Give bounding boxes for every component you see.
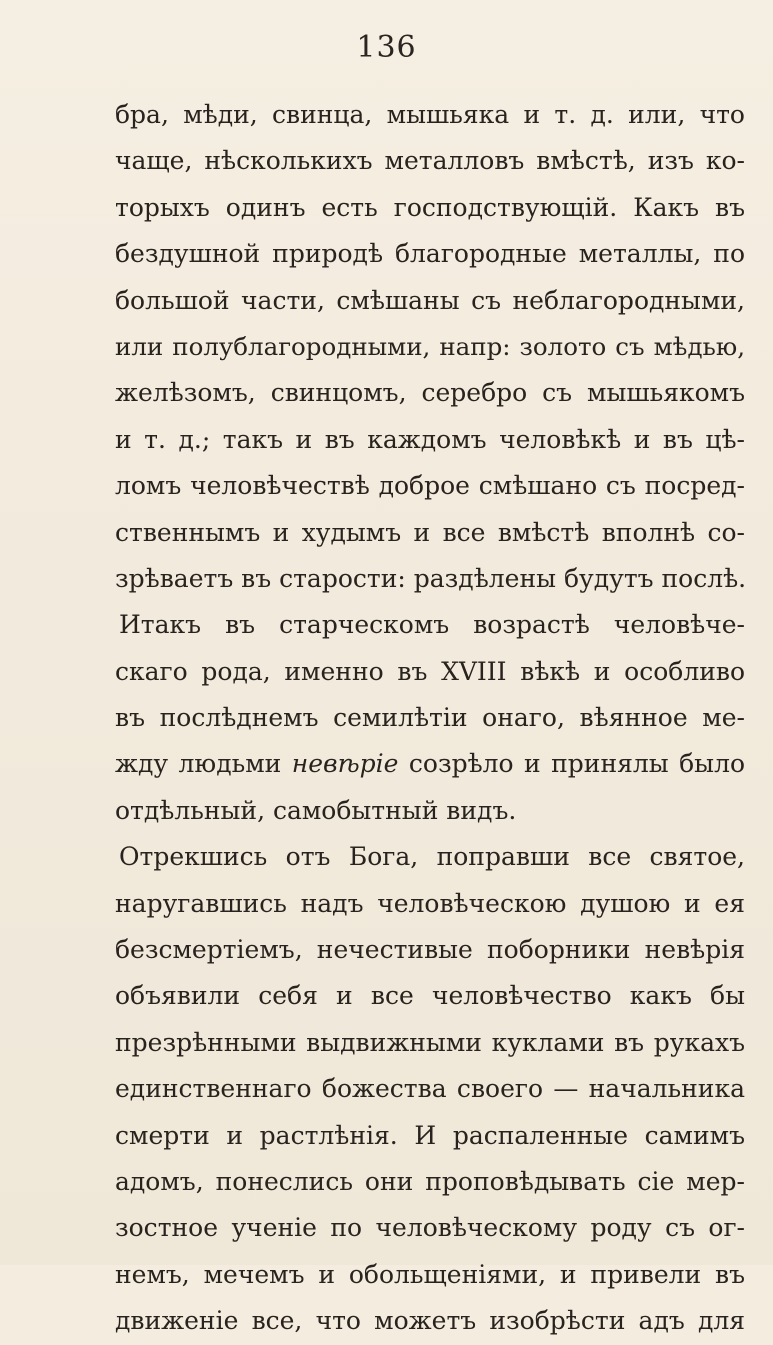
text-line-11: зрѣваетъ въ старости: раздѣлены будутъ послѣ. [115,563,747,593]
text-line-15-start: жду людьми [115,749,282,779]
text-line-16: отдѣльный, самобытный видъ. [115,795,517,825]
text-line-22: единственнаго божества своего — начальника [115,1074,745,1104]
text-line-27: движеніе все, что можетъ изобрѣсти адъ для [115,1306,745,1336]
italic-word-nevérie: невѣріе [291,749,399,779]
text-line-15 [115,741,745,787]
text-line-4: бездушной природѣ благородные металлы, по [115,239,745,269]
text-line-12: Итакъ въ старческомъ возрастѣ человѣче- [119,610,745,640]
text-line-21: презрѣнными выдвижными куклами въ рукахъ [115,1027,745,1057]
text-line-8: и т. д.; такъ и въ каждомъ человѣкѣ и въ цѣ- [115,424,745,454]
text-line-5: большой части, смѣшаны съ неблагородными, [115,285,745,315]
body-text [115,92,745,1345]
text-line-10: ственнымъ и худымъ и все вмѣстѣ вполнѣ со- [115,517,745,547]
text-line-26: немъ, мечемъ и обольщеніями, и привели въ [115,1259,745,1289]
text-line-14: въ послѣднемъ семилѣтіи онаго, вѣянное ме- [115,703,745,733]
text-line-6: или полублагородными, напр: золото съ мѣдью, [115,331,745,361]
text-line-19: безсмертіемъ, нечестивые поборники невѣрія [115,935,745,965]
text-line-17: Отрекшись отъ Бога, поправши все святое, [119,842,745,872]
text-line-23: смерти и растлѣнія. И распаленные самимъ [115,1120,745,1150]
text-line-1: бра, мѣди, свинца, мышьяка и т. д. или, что [115,100,745,129]
text-line-24: адомъ, понеслись они проповѣдывать сіе мер- [115,1166,745,1196]
text-line-7: желѣзомъ, свинцомъ, серебро съ мышьякомъ [115,378,745,408]
text-line-15-end: созрѣло и принялы было [408,749,746,779]
text-line-3: торыхъ одинъ есть господствующій. Какъ въ [115,192,745,222]
text-line-25: зостное ученіе по человѣческому роду съ ог- [115,1213,745,1243]
text-line-20: объявили себя и все человѣчество какъ бы [115,981,745,1011]
text-line-2: чаще, нѣсколькихъ металловъ вмѣстѣ, изъ ко- [115,146,745,176]
page-number: 136 [356,30,417,65]
text-line-9: ломъ человѣчествѣ доброе смѣшано съ посред- [115,471,745,501]
text-line-13: скаго рода, именно въ XVIII вѣкѣ и особливо [115,656,745,686]
text-line-18: наругавшись надъ человѣческою душою и ея [115,888,745,918]
